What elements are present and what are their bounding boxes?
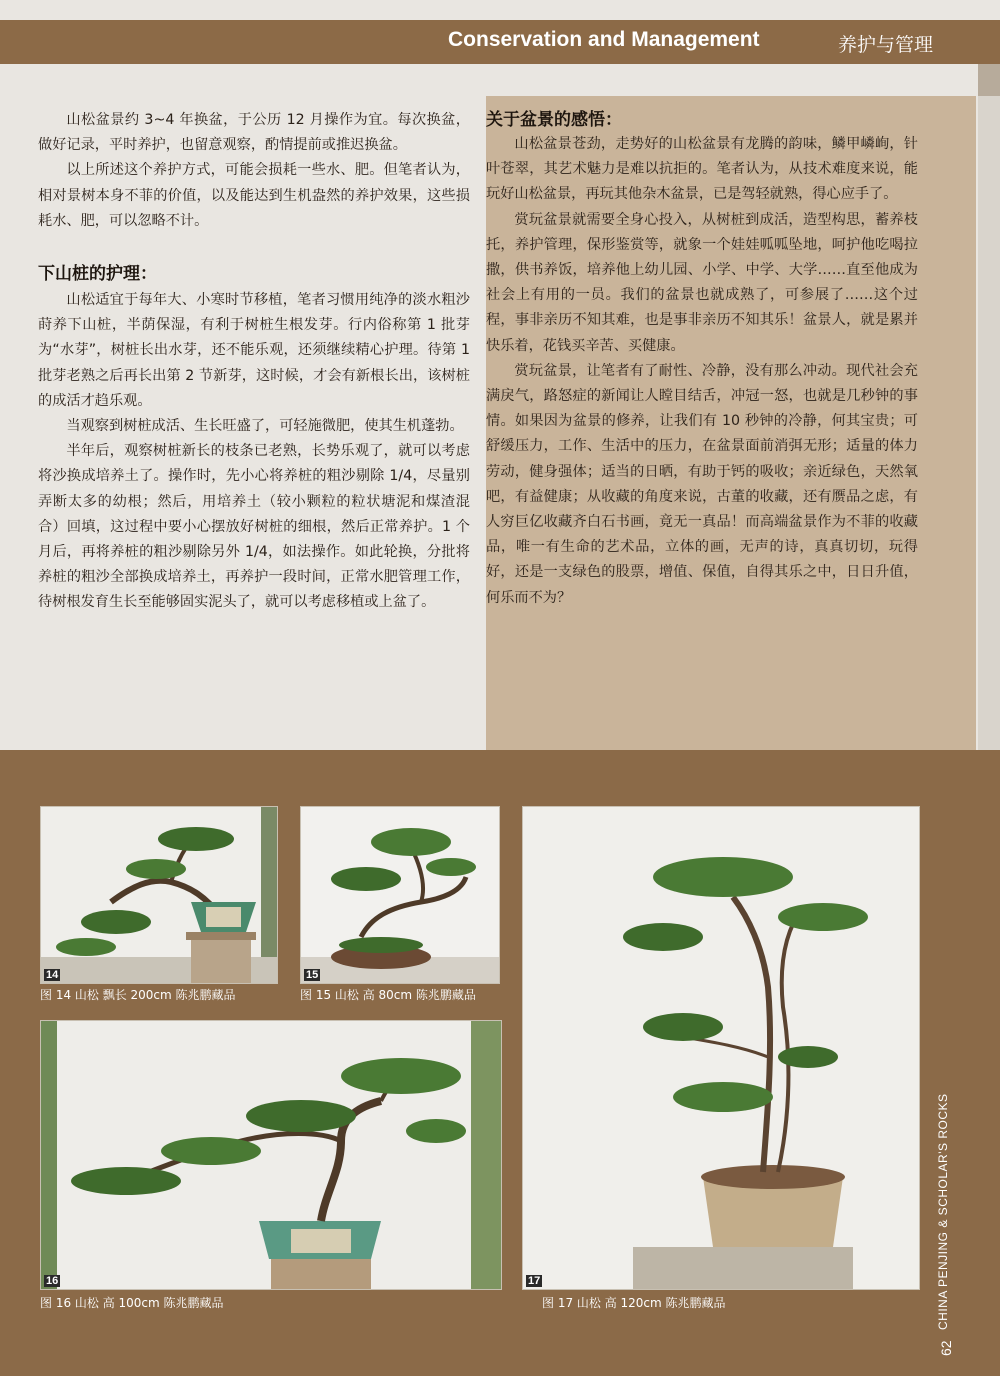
photo-caption: 图 16 山松 高 100cm 陈兆鹏藏品: [40, 1296, 224, 1310]
bonsai-photo-15: [300, 806, 500, 984]
paragraph: 赏玩盆景就需要全身心投入，从树桩到成活，造型构思，蓄养枝托，养护管理，保形鉴赏等，就象一个娃娃呱呱坠地，呵护他吃喝拉撒，供书养饭，培养他上幼儿园、小学、中学、大学……直至他成为社会上有用的一员。我们的盆景也就成熟了，可参展了……这个过程，事非亲历不知其难，也是事非亲历不知其乐！盆景人，就是累并快乐着，花钱买辛苦、买健康。: [486, 211, 918, 354]
photo-caption: 图 15 山松 高 80cm 陈兆鹏藏品: [300, 988, 476, 1002]
page-number: 62: [938, 1340, 954, 1356]
photo-number: 16: [46, 1275, 59, 1287]
photo-number: 17: [528, 1275, 541, 1287]
bonsai-image: [301, 807, 499, 983]
bonsai-image: [41, 807, 277, 983]
section-header-cn: 养护与管理: [838, 34, 934, 56]
section-heading: 下山桩的护理：: [38, 264, 157, 285]
magazine-title-vertical: CHINA PENJING & SCHOLAR'S ROCKS: [936, 1093, 950, 1330]
right-column: [486, 108, 918, 611]
photo-number: 15: [306, 969, 319, 981]
bonsai-photo-17: [522, 806, 920, 1290]
paragraph: 半年后，观察树桩新长的枝条已老熟，长势乐观了，就可以考虑将沙换成培养土了。操作时，先小心将养桩的粗沙剔除 1/4，尽量别弄断太多的幼根；然后，用培养土（较小颗粒的粒状塘泥和煤渣混合）回填，这过程中要小心摆放好树桩的细根，然后正常养护。1 个月后，再将养桩的粗沙剔除另外 1/4，如法操作。如此轮换，分批将养桩的粗沙全部换成培养土，再养护一段时间，正常水肥管理工作，待树根发育生长至能够固实泥头了，就可以考虑移植或上盆了。: [38, 443, 470, 611]
paragraph: 山松盆景苍劲，走势好的山松盆景有龙腾的韵味，鳞甲嶙峋，针叶苍翠，其艺术魅力是难以抗拒的。笔者认为，从技术难度来说，能玩好山松盆景，再玩其他杂木盆景，已是驾轻就熟，得心应手了。: [486, 136, 918, 203]
paragraph: 赏玩盆景，让笔者有了耐性、冷静，没有那么冲动。现代社会充满戾气，路怒症的新闻让人瞠目结舌，冲冠一怒，也就是几秒钟的事情。如果因为盆景的修养，让我们有 10 秒钟的冷静，何其宝贵；可舒缓压力，工作、生活中的压力，在盆景面前消弭无形；适量的体力劳动，健身强体；适当的日晒，有助于钙的吸收；亲近绿色，天然氧吧，有益健康；从收藏的角度来说，古董的收藏，还有赝品之虑，有人穷巨亿收藏齐白石书画，竟无一真品！而高端盆景作为不菲的收藏品，唯一有生命的艺术品，立体的画，无声的诗，真真切切，玩得好，还是一支绿色的股票，增值、保值，自得其乐之中，日日升值，何乐而不为？: [486, 362, 918, 606]
paragraph: 山松适宜于每年大、小寒时节移植，笔者习惯用纯净的淡水粗沙莳养下山桩，半荫保湿，有利于树桩生根发芽。行内俗称第 1 批芽为“水芽”，树桩长出水芽，还不能乐观，还须继续精心护理。待第 1 批芽老熟之后再长出第 2 节新芽，这时候，才会有新根长出，该树桩的成活才趋乐观。: [38, 292, 470, 409]
section-heading: 关于盆景的感悟：: [486, 110, 622, 130]
photo-caption: 图 14 山松 飘长 200cm 陈兆鹏藏品: [40, 988, 236, 1002]
edge-strip-top: [978, 64, 1000, 96]
photo-caption: 图 17 山松 高 120cm 陈兆鹏藏品: [542, 1296, 726, 1310]
photo-number: 14: [46, 969, 59, 981]
section-header-title: Conservation and Management: [448, 28, 760, 51]
paragraph: 以上所述这个养护方式，可能会损耗一些水、肥。但笔者认为，相对景树本身不菲的价值，以及能达到生机盎然的养护效果，这些损耗水、肥，可以忽略不计。: [38, 162, 470, 229]
bonsai-photo-14: [40, 806, 278, 984]
bonsai-image: [41, 1021, 501, 1289]
left-column: [38, 108, 470, 616]
paragraph: 当观察到树桩成活、生长旺盛了，可轻施微肥，使其生机蓬勃。: [66, 418, 464, 435]
paragraph: 山松盆景约 3~4 年换盆，于公历 12 月操作为宜。每次换盆，做好记录，平时养护，也留意观察，酌情提前或推迟换盆。: [38, 112, 470, 154]
bonsai-image: [523, 807, 919, 1289]
bonsai-photo-16: [40, 1020, 502, 1290]
